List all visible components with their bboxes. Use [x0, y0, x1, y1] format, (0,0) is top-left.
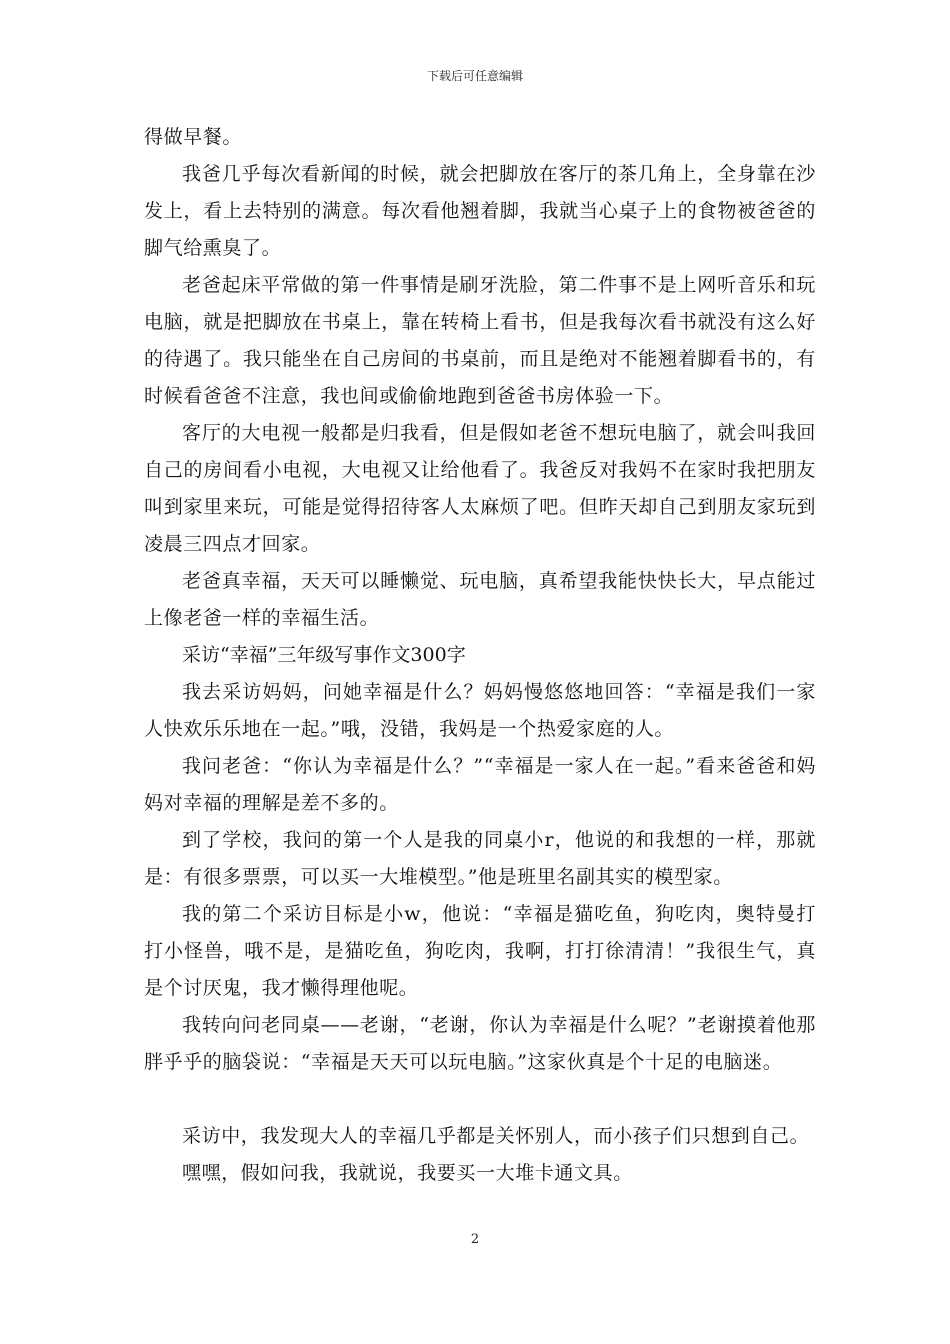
paragraph-interview-xie: 我转向问老同桌——老谢，“老谢，你认为幸福是什么呢？”老谢摸着他那胖乎乎的脑袋说：“幸福是天天可以玩电脑。”这家伙真是个十足的电脑迷。 [144, 1014, 816, 1073]
paragraph-interview-w: 我的第二个采访目标是小w，他说：“幸福是猫吃鱼，狗吃肉，奥特曼打打小怪兽，哦不是，是猫吃鱼，狗吃肉，我啊，打打徐清清！”我很生气，真是个讨厌鬼，我才懒得理他呢。 [144, 903, 816, 999]
blank-line [144, 1081, 816, 1118]
paragraph-interview-dad: 我问老爸：“你认为幸福是什么？”“幸福是一家人在一起。”看来爸爸和妈妈对幸福的理解是差不多的。 [144, 755, 816, 814]
paragraph-interview-mom: 我去采访妈妈，问她幸福是什么？妈妈慢悠悠地回答：“幸福是我们一家人快欢乐乐地在一起。”哦，没错，我妈是一个热爱家庭的人。 [144, 681, 816, 740]
paragraph-dad-news: 我爸几乎每次看新闻的时候，就会把脚放在客厅的茶几角上，全身靠在沙发上，看上去特别的满意。每次看他翘着脚，我就当心桌子上的食物被爸爸的脚气给熏臭了。 [144, 163, 816, 259]
page-header: 下载后可任意编辑 [426, 69, 523, 83]
paragraph-dad-happy: 老爸真幸福，天天可以睡懒觉、玩电脑，真希望我能快快长大，早点能过上像老爸一样的幸福生活。 [144, 570, 816, 629]
paragraph-continuation: 得做早餐。 [144, 126, 243, 148]
paragraph-dad-morning: 老爸起床平常做的第一件事情是刷牙洗脸，第二件事不是上网听音乐和玩电脑，就是把脚放在书桌上，靠在转椅上看书，但是我每次看书就没有这么好的待遇了。我只能坐在自己房间的书桌前，而且是绝对不能翘着脚看书的，有时候看爸爸不注意，我也间或偷偷地跑到爸爸书房体验一下。 [144, 274, 816, 407]
paragraph-tv: 客厅的大电视一般都是归我看，但是假如老爸不想玩电脑了，就会叫我回自己的房间看小电视，大电视又让给他看了。我爸反对我妈不在家时我把朋友叫到家里来玩，可能是觉得招待客人太麻烦了吧。但昨天却自己到朋友家玩到凌晨三四点才回家。 [144, 422, 816, 555]
essay-title: 采访“幸福”三年级写事作文300字 [182, 644, 466, 666]
paragraph-interview-r: 到了学校，我问的第一个人是我的同桌小r，他说的和我想的一样，那就是：有很多票票，可以买一大堆模型。”他是班里名副其实的模型家。 [144, 829, 816, 888]
page-number: 2 [470, 1232, 480, 1247]
document-body [144, 119, 816, 1192]
paragraph-conclusion: 采访中，我发现大人的幸福几乎都是关怀别人，而小孩子们只想到自己。 [182, 1125, 810, 1147]
paragraph-ending: 嘿嘿，假如问我，我就说，我要买一大堆卡通文具。 [182, 1162, 633, 1184]
